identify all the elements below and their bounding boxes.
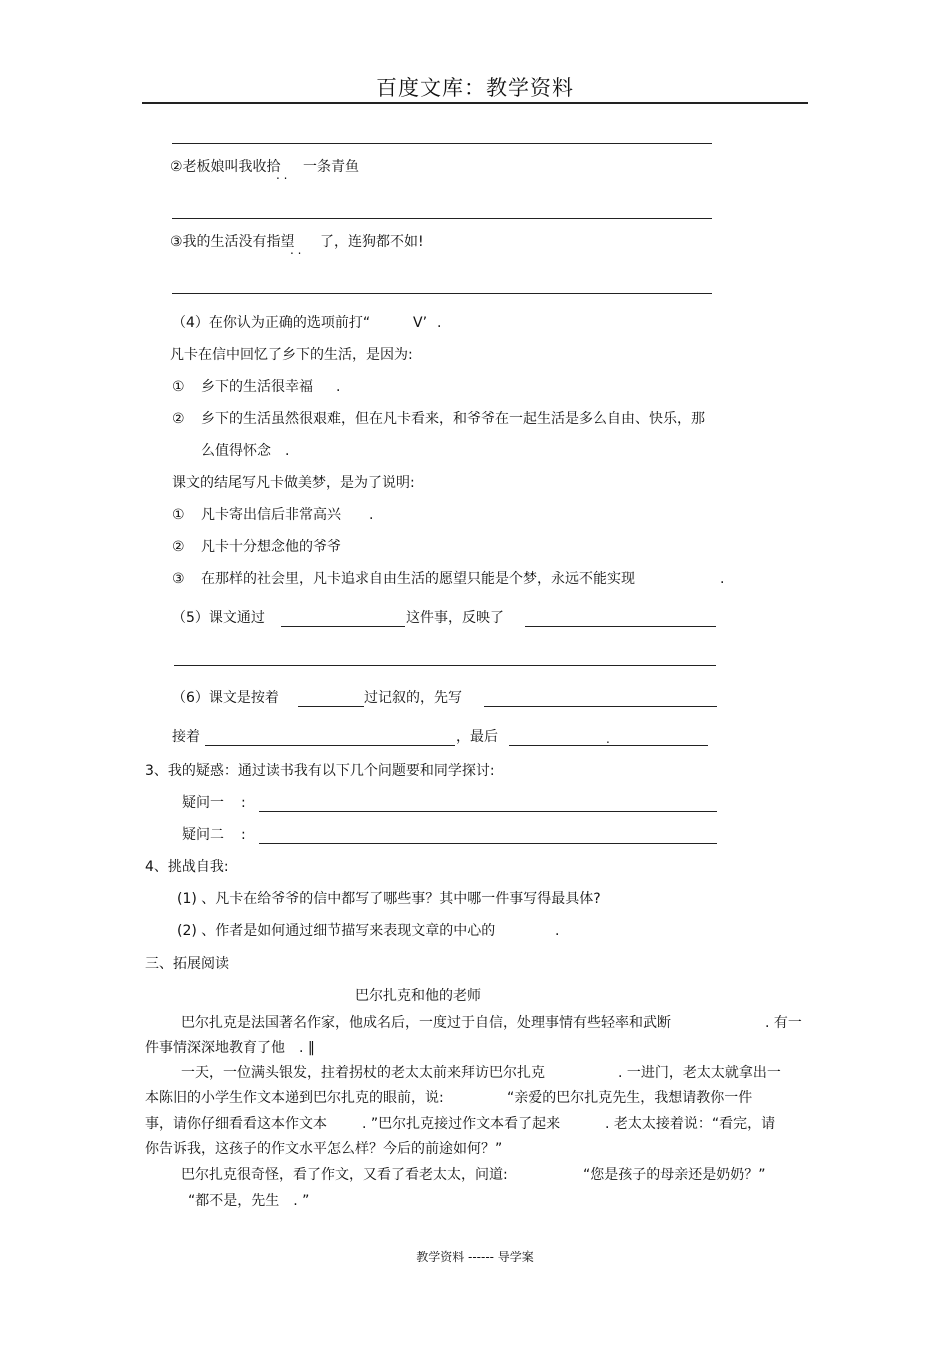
- story-p4: “都不是，先生 . ”: [188, 1193, 310, 1209]
- q6-blank-1[interactable]: [298, 706, 364, 707]
- q4-group2-opt3-text: 在那样的社会里，凡卡追求自由生活的愿望只能是个梦，永远不能实现: [201, 571, 635, 587]
- q6-next: 接着: [172, 729, 200, 745]
- q4-group2-opt3-num[interactable]: ③: [172, 571, 185, 587]
- section3-q2-blank[interactable]: [259, 843, 717, 844]
- story-p2-line4: 你告诉我，这孩子的作文水平怎么样？今后的前途如何？”: [145, 1141, 503, 1157]
- section3-q2-colon: :: [241, 827, 246, 843]
- story-p2-line3b: . ”巴尔扎克接过作文本看了起来: [362, 1116, 561, 1132]
- section3-q1-colon: :: [241, 795, 246, 811]
- q4-group2-opt1-end: .: [369, 507, 374, 523]
- story-p2-line3c: . 老太太接着说：“看完，请: [605, 1116, 776, 1132]
- story-p1-line2: 件事情深深地教育了他 . ‖: [145, 1040, 315, 1056]
- q4-group2-opt2-num[interactable]: ②: [172, 539, 185, 555]
- story-p1-line1b: . 有一: [765, 1015, 802, 1031]
- section3-q1-label: 疑问一: [182, 795, 224, 811]
- story-p2-line2b: “亲爱的巴尔扎克先生，我想请教你一件: [507, 1090, 753, 1106]
- q4-group1-opt2-num[interactable]: ②: [172, 411, 185, 427]
- story-p2-line1b: . 一进门，老太太就拿出一: [618, 1065, 781, 1081]
- story-p2-line1a: 一天，一位满头银发，拄着拐杖的老太太前来拜访巴尔扎克: [181, 1065, 545, 1081]
- section4-heading: 4、挑战自我:: [145, 859, 229, 875]
- story-p3-b: “您是孩子的母亲还是奶奶？”: [583, 1167, 766, 1183]
- q3-item2-prefix: ②老板娘叫我收拾: [170, 159, 281, 175]
- page-footer: 教学资料 ------ 导学案: [416, 1250, 534, 1264]
- section4-item1: (1) 、凡卡在给爷爷的信中都写了哪些事？其中哪一件事写得最具体?: [177, 891, 601, 907]
- q4-group1-opt1-text: 乡下的生活很幸福: [201, 379, 313, 395]
- story-p3-a: 巴尔扎克很奇怪，看了作文，又看了看老太太，问道:: [181, 1167, 508, 1183]
- q6-mid: 过记叙的，先写: [364, 690, 462, 706]
- q4-instruction: （4）在你认为正确的选项前打“: [172, 315, 371, 331]
- q4-group1-stem: 凡卡在信中回忆了乡下的生活，是因为:: [170, 347, 413, 363]
- q4-group2-opt2-text: 凡卡十分想念他的爷爷: [201, 539, 341, 555]
- q5-blank-1[interactable]: [281, 626, 405, 627]
- story-title: 巴尔扎克和他的老师: [355, 988, 481, 1004]
- section4-item2: (2) 、作者是如何通过细节描写来表现文章的中心的: [177, 923, 496, 939]
- q3-item3-prefix: ③我的生活没有指望: [170, 234, 295, 250]
- q6-prefix: （6）课文是按着: [172, 690, 279, 706]
- section3-q1-blank[interactable]: [259, 811, 717, 812]
- section3-heading: 3、我的疑惑：通过读书我有以下几个问题要和同学探讨:: [145, 763, 495, 779]
- story-p2-line2a: 本陈旧的小学生作文本递到巴尔扎克的眼前，说:: [145, 1090, 444, 1106]
- q4-group2-opt3-end: .: [720, 571, 725, 587]
- q6-dot: .: [606, 732, 610, 746]
- q4-group2-opt1-num[interactable]: ①: [172, 507, 185, 523]
- q5-blank-2[interactable]: [525, 626, 716, 627]
- page-title: 百度文库：教学资料: [376, 76, 574, 100]
- answer-line-2[interactable]: [172, 218, 712, 219]
- q5-mid: 这件事，反映了: [406, 610, 504, 626]
- section4-item2-end: .: [555, 923, 560, 939]
- q4-end: .: [437, 315, 442, 331]
- answer-line-1[interactable]: [172, 143, 712, 144]
- q4-group1-opt2-end: .: [285, 443, 290, 459]
- q3-item2-dots: . .: [276, 168, 288, 182]
- q3-item3-suffix: 了，连狗都不如!: [320, 234, 424, 250]
- q3-item2-suffix: 一条青鱼: [303, 159, 359, 175]
- story-p2-line3a: 事，请你仔细看看这本作文本: [145, 1116, 327, 1132]
- q4-mark: V’: [413, 315, 428, 331]
- extended-heading: 三、拓展阅读: [145, 956, 229, 972]
- section3-q2-label: 疑问二: [182, 827, 224, 843]
- q6-blank-2[interactable]: [484, 706, 717, 707]
- q6-comma: ，最后: [456, 729, 498, 745]
- q5-blank-3[interactable]: [174, 665, 716, 666]
- q6-blank-3[interactable]: [205, 745, 455, 746]
- q4-group2-opt1-text: 凡卡寄出信后非常高兴: [201, 507, 341, 523]
- q3-item3-dots: . .: [290, 243, 302, 257]
- story-p1-line1a: 巴尔扎克是法国著名作家，他成名后，一度过于自信，处理事情有些轻率和武断: [181, 1015, 671, 1031]
- q4-group1-opt2-cont: 么值得怀念: [201, 443, 271, 459]
- q4-group1-opt2-text: 乡下的生活虽然很艰难，但在凡卡看来，和爷爷在一起生活是多么自由、快乐，那: [201, 411, 705, 427]
- q4-group2-stem: 课文的结尾写凡卡做美梦，是为了说明:: [172, 475, 415, 491]
- answer-line-3[interactable]: [172, 293, 712, 294]
- header-divider: [142, 102, 808, 104]
- q4-group1-opt1-num[interactable]: ①: [172, 379, 185, 395]
- q5-prefix: （5）课文通过: [172, 610, 265, 626]
- q4-group1-opt1-end: .: [336, 379, 341, 395]
